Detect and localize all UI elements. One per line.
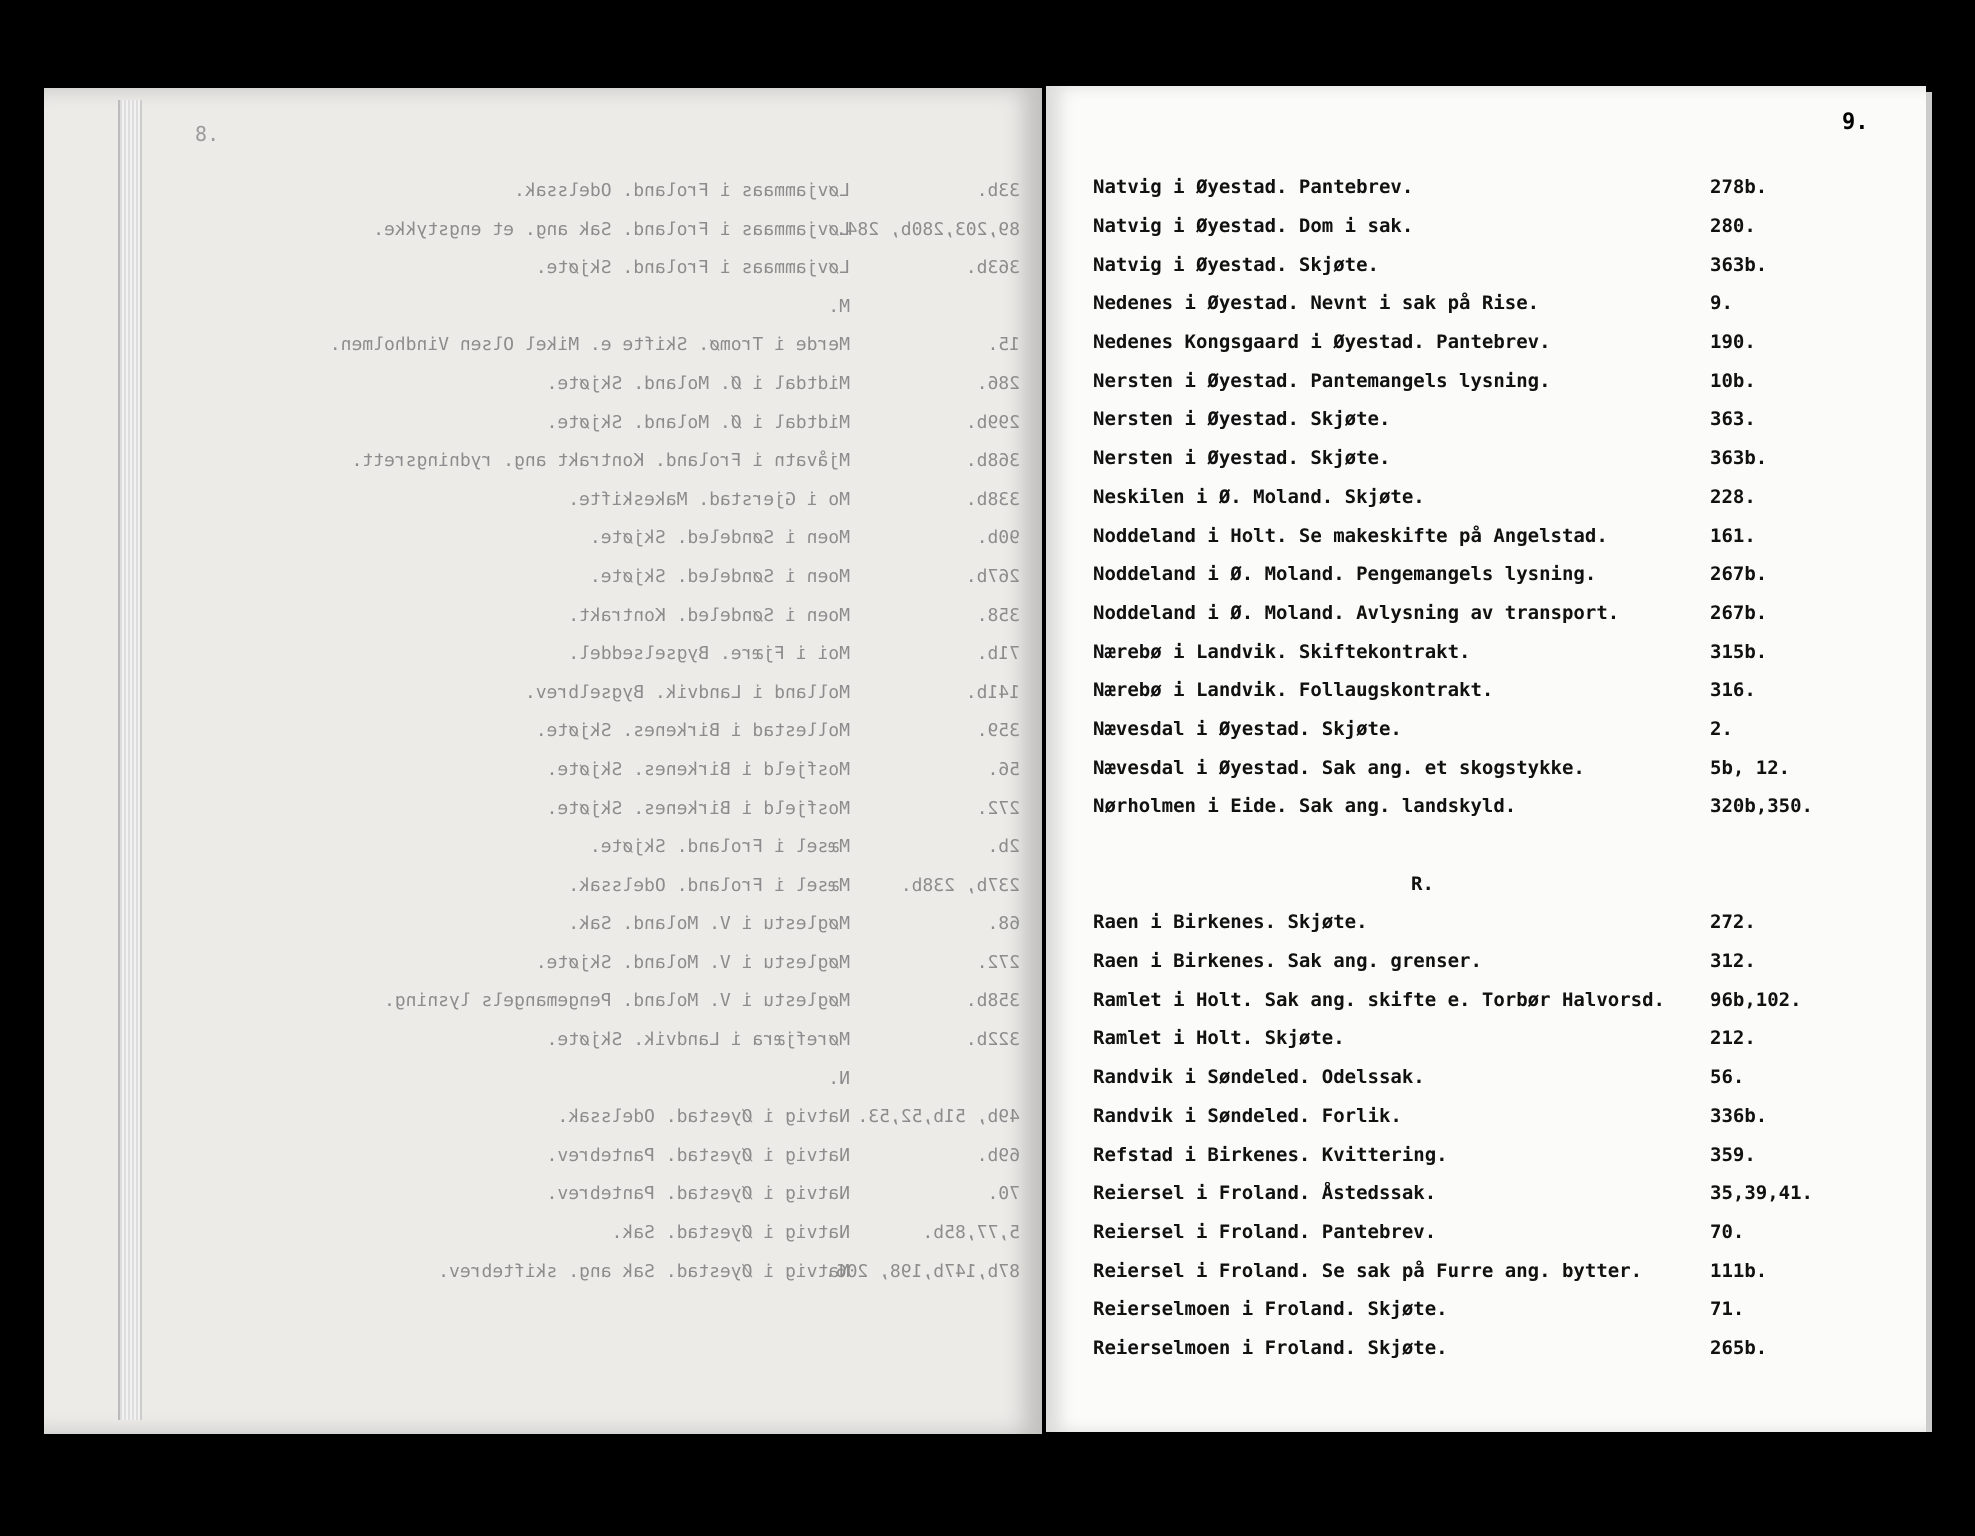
entry-text: Nørholmen i Eide. Sak ang. landskyld.: [1093, 795, 1517, 818]
mirrored-entry: Mørefjæra i Landvik. Skjøte.: [546, 1029, 850, 1051]
index-entry: [1093, 555, 1893, 594]
mirrored-entry: N.: [828, 1067, 850, 1089]
mirrored-line: [190, 1106, 1020, 1145]
mirrored-ref: 33b.: [976, 180, 1020, 201]
index-entry: [1093, 710, 1893, 749]
entry-ref: 190.: [1710, 331, 1756, 354]
mirrored-ref: 71b.: [976, 643, 1020, 665]
mirrored-line: [190, 412, 1020, 451]
mirrored-entry: Natvig i Øyestad. Sak.: [611, 1222, 850, 1244]
mirrored-ref: 338b.: [965, 488, 1020, 510]
entry-ref: 111b.: [1710, 1259, 1768, 1282]
mirrored-line: [190, 798, 1020, 837]
index-entry: [1093, 1019, 1893, 1058]
section-letter: R.: [1411, 872, 1434, 895]
entry-text: Natvig i Øyestad. Dom i sak.: [1093, 215, 1414, 238]
entry-text: Raen i Birkenes. Sak ang. grenser.: [1093, 950, 1482, 973]
mirrored-ref: 2b.: [987, 836, 1020, 858]
mirrored-line: [190, 566, 1020, 605]
page-edge-stack: [118, 100, 142, 1420]
mirrored-line: [190, 1068, 1020, 1107]
mirrored-entry: Natvig i Øyestad. Pantebrev.: [546, 1183, 850, 1205]
mirrored-ref: 358.: [976, 604, 1020, 626]
mirrored-line: [190, 450, 1020, 489]
entry-text: Reiersel i Froland. Se sak på Furre ang. bytter.: [1093, 1259, 1643, 1282]
entry-text: Nersten i Øyestad. Skjøte.: [1093, 408, 1391, 431]
index-entry: [1093, 787, 1893, 826]
entry-text: Natvig i Øyestad. Skjøte.: [1093, 253, 1379, 276]
entry-ref: 316.: [1710, 679, 1756, 702]
index-entry: [1093, 207, 1893, 246]
index-entry: [1093, 671, 1893, 710]
index-entry: [1093, 245, 1893, 284]
mirrored-line: [190, 990, 1020, 1029]
entry-ref: 320b,350.: [1710, 795, 1813, 818]
mirrored-ref: [850, 296, 1020, 335]
mirrored-entry: Løvjammaas i Froland. Skjøte.: [535, 257, 850, 279]
mirrored-ref: 267b.: [965, 565, 1020, 587]
entry-ref: 228.: [1710, 485, 1756, 508]
mirrored-entry: Natvig i Øyestad. Pantebrev.: [546, 1144, 850, 1166]
entry-ref: 35,39,41.: [1710, 1182, 1813, 1205]
index-entry: [1093, 942, 1893, 981]
mirrored-ref: 286.: [976, 372, 1020, 394]
mirrored-line: [190, 682, 1020, 721]
entry-ref: 9.: [1710, 292, 1733, 315]
entry-text: Noddeland i Ø. Moland. Pengemangels lysning.: [1093, 563, 1597, 586]
index-entry: [1093, 478, 1893, 517]
entry-ref: 161.: [1710, 524, 1756, 547]
entry-text: Raen i Birkenes. Skjøte.: [1093, 911, 1368, 934]
mirrored-entry: Møglestu i V. Moland. Sak.: [568, 913, 850, 935]
entry-ref: 359.: [1710, 1143, 1756, 1166]
mirrored-entry: Natvig i Øyestad. Sak ang. skiftebrev.: [438, 1260, 850, 1282]
mirrored-line: [190, 1183, 1020, 1222]
mirrored-line: [190, 759, 1020, 798]
entry-ref: 363.: [1710, 408, 1756, 431]
index-entry: [1093, 1058, 1893, 1097]
index-entry: [1093, 323, 1893, 362]
entry-ref: 267b.: [1710, 601, 1768, 624]
mirrored-line: [190, 720, 1020, 759]
mirrored-ref: 90b.: [976, 527, 1020, 549]
entry-ref: 265b.: [1710, 1336, 1768, 1359]
mirrored-line: [190, 913, 1020, 952]
entry-text: Nersten i Øyestad. Pantemangels lysning.: [1093, 369, 1551, 392]
mirrored-entry: Natvig i Øyestad. Odelssak.: [557, 1106, 850, 1128]
entry-text: Randvik i Søndeled. Forlik.: [1093, 1104, 1402, 1127]
right-page-entries: [1093, 168, 1893, 1367]
entry-text: Nærebø i Landvik. Skiftekontrakt.: [1093, 640, 1471, 663]
index-entry: [1093, 400, 1893, 439]
mirrored-entry: Moi i Fjære. Bygselseddel.: [568, 643, 850, 665]
index-entry: [1093, 1251, 1893, 1290]
mirrored-line: [190, 334, 1020, 373]
entry-ref: 280.: [1710, 215, 1756, 238]
index-entry: [1093, 1290, 1893, 1329]
mirrored-ref: 322b.: [965, 1029, 1020, 1051]
mirrored-ref: 5,77,85b.: [922, 1222, 1020, 1244]
index-entry: [1093, 361, 1893, 400]
mirrored-entry: Midtdal i Ø. Moland. Skjøte.: [546, 411, 850, 433]
mirrored-entry: Moen i Søndeled. Kontrakt.: [568, 604, 850, 626]
entry-ref: 2.: [1710, 717, 1733, 740]
entry-ref: 278b.: [1710, 176, 1768, 199]
entry-text: Randvik i Søndeled. Odelssak.: [1093, 1066, 1425, 1089]
index-entry: [1093, 1135, 1893, 1174]
mirrored-entry: Mosfjeld i Birkenes. Skjøte.: [546, 797, 850, 819]
right-page-edge: [1926, 92, 1932, 1432]
mirrored-ref: [850, 1068, 1020, 1107]
mirrored-entry: Løvjammaas i Froland. Odelssak.: [514, 180, 850, 201]
index-entry: [1093, 1329, 1893, 1368]
index-entry: [1093, 284, 1893, 323]
entry-ref: 212.: [1710, 1027, 1756, 1050]
entry-ref: 70.: [1710, 1220, 1745, 1243]
mirrored-line: [190, 489, 1020, 528]
mirrored-ref: 141b.: [965, 681, 1020, 703]
entry-text: Ramlet i Holt. Skjøte.: [1093, 1027, 1345, 1050]
mirrored-entry: Møglestu i V. Moland. Skjøte.: [535, 951, 850, 973]
mirrored-line: [190, 605, 1020, 644]
mirrored-line: [190, 836, 1020, 875]
mirrored-line: [190, 643, 1020, 682]
mirrored-ref: 87b,147b,198, 206.: [824, 1260, 1020, 1282]
mirrored-entry: Midtdal i Ø. Moland. Skjøte.: [546, 372, 850, 394]
mirrored-ref: 272.: [976, 951, 1020, 973]
mirrored-entry: Mæsel i Froland. Skjøte.: [589, 836, 850, 858]
entry-ref: 336b.: [1710, 1104, 1768, 1127]
entry-ref: 267b.: [1710, 563, 1768, 586]
mirrored-ref: 359.: [976, 720, 1020, 742]
index-entry: [1093, 1097, 1893, 1136]
mirrored-entry: Merde i Tromø. Skifte e. Mikel Olsen Vindholmen.: [329, 334, 850, 356]
left-page-number: .8: [195, 122, 220, 146]
mirrored-entry: Mæsel i Froland. Odelssak.: [568, 874, 850, 896]
entry-text: Nedenes i Øyestad. Nevnt i sak på Rise.: [1093, 292, 1540, 315]
mirrored-line: [190, 219, 1020, 258]
mirrored-line: [190, 527, 1020, 566]
entry-ref: 56.: [1710, 1066, 1745, 1089]
mirrored-ref: 272.: [976, 797, 1020, 819]
mirrored-entry: Møglestu i V. Moland. Pengemangels lysning.: [384, 990, 850, 1012]
entry-ref: 363b.: [1710, 447, 1768, 470]
mirrored-entry: Moen i Søndeled. Skjøte.: [589, 527, 850, 549]
index-entry: [1093, 1174, 1893, 1213]
index-entry: [1093, 168, 1893, 207]
entry-text: Nævesdal i Øyestad. Sak ang. et skogstykke.: [1093, 756, 1585, 779]
mirrored-ref: 299b.: [965, 411, 1020, 433]
mirrored-entry: Mjåvatn i Froland. Kontrakt ang. rydningsrett.: [351, 450, 850, 472]
index-entry: [1093, 516, 1893, 555]
index-entry: [1093, 439, 1893, 478]
mirrored-entry: Molland i Landvik. Bygselbrev.: [524, 681, 850, 703]
entry-text: Reierselmoen i Froland. Skjøte.: [1093, 1298, 1448, 1321]
mirrored-ref: 15.: [987, 334, 1020, 356]
mirrored-entry: Moen i Søndeled. Skjøte.: [589, 565, 850, 587]
entry-text: Refstad i Birkenes. Kvittering.: [1093, 1143, 1448, 1166]
mirrored-line: [190, 1145, 1020, 1184]
index-entry: [1093, 903, 1893, 942]
mirrored-ref: 358b.: [965, 990, 1020, 1012]
mirrored-line: [190, 1222, 1020, 1261]
mirrored-entry: Mo i Gjerstad. Makeskifte.: [568, 488, 850, 510]
entry-text: Reiersel i Froland. Pantebrev.: [1093, 1220, 1437, 1243]
left-page-mirrored-text: [190, 180, 1020, 1299]
mirrored-ref: 363b.: [965, 257, 1020, 279]
entry-text: Reiersel i Froland. Åstedssak.: [1093, 1182, 1437, 1205]
right-page-number: 9.: [1842, 110, 1869, 135]
mirrored-ref: 368b.: [965, 450, 1020, 472]
entry-text: Noddeland i Ø. Moland. Avlysning av transport.: [1093, 601, 1620, 624]
mirrored-ref: 70.: [987, 1183, 1020, 1205]
mirrored-line: [190, 296, 1020, 335]
mirrored-ref: 49b, 51b,52,53.: [857, 1106, 1020, 1128]
entry-text: Nærebø i Landvik. Follaugskontrakt.: [1093, 679, 1494, 702]
entry-text: Natvig i Øyestad. Pantebrev.: [1093, 176, 1414, 199]
entry-text: Nedenes Kongsgaard i Øyestad. Pantebrev.: [1093, 331, 1551, 354]
mirrored-entry: Mollestad i Birkenes. Skjøte.: [535, 720, 850, 742]
entry-ref: 272.: [1710, 911, 1756, 934]
entry-text: Neskilen i Ø. Moland. Skjøte.: [1093, 485, 1425, 508]
blank-line: [1093, 826, 1893, 865]
entry-text: Noddeland i Holt. Se makeskifte på Angelstad.: [1093, 524, 1608, 547]
mirrored-ref: 69b.: [976, 1144, 1020, 1166]
mirrored-entry: Løvjammaas i Froland. Sak ang. et engstykke.: [373, 218, 850, 240]
mirrored-ref: 56.: [987, 758, 1020, 780]
mirrored-line: [190, 373, 1020, 412]
index-entry: [1093, 1213, 1893, 1252]
mirrored-ref: 68.: [987, 913, 1020, 935]
mirrored-line: [190, 1029, 1020, 1068]
entry-text: Nævesdal i Øyestad. Skjøte.: [1093, 717, 1402, 740]
mirrored-entry: M.: [828, 295, 850, 317]
index-entry: [1093, 980, 1893, 1019]
mirrored-ref: 89,203,280b, 284.: [835, 218, 1020, 240]
entry-ref: 71.: [1710, 1298, 1745, 1321]
mirrored-ref: 237b, 238b.: [900, 874, 1020, 896]
mirrored-line: [190, 875, 1020, 914]
entry-ref: 10b.: [1710, 369, 1756, 392]
index-entry: [1093, 632, 1893, 671]
entry-ref: 312.: [1710, 950, 1756, 973]
mirrored-entry: Mosfjeld i Birkenes. Skjøte.: [546, 758, 850, 780]
mirrored-line: [190, 180, 1020, 219]
mirrored-line: [190, 952, 1020, 991]
index-entry: [1093, 594, 1893, 633]
entry-text: Ramlet i Holt. Sak ang. skifte e. Torbør Halvorsd.: [1093, 988, 1665, 1011]
entry-ref: 363b.: [1710, 253, 1768, 276]
mirrored-line: [190, 1261, 1020, 1300]
entry-ref: 5b, 12.: [1710, 756, 1791, 779]
entry-text: Reierselmoen i Froland. Skjøte.: [1093, 1336, 1448, 1359]
mirrored-line: [190, 257, 1020, 296]
entry-ref: 315b.: [1710, 640, 1768, 663]
entry-text: Nersten i Øyestad. Skjøte.: [1093, 447, 1391, 470]
entry-ref: 96b,102.: [1710, 988, 1802, 1011]
index-entry: [1093, 748, 1893, 787]
